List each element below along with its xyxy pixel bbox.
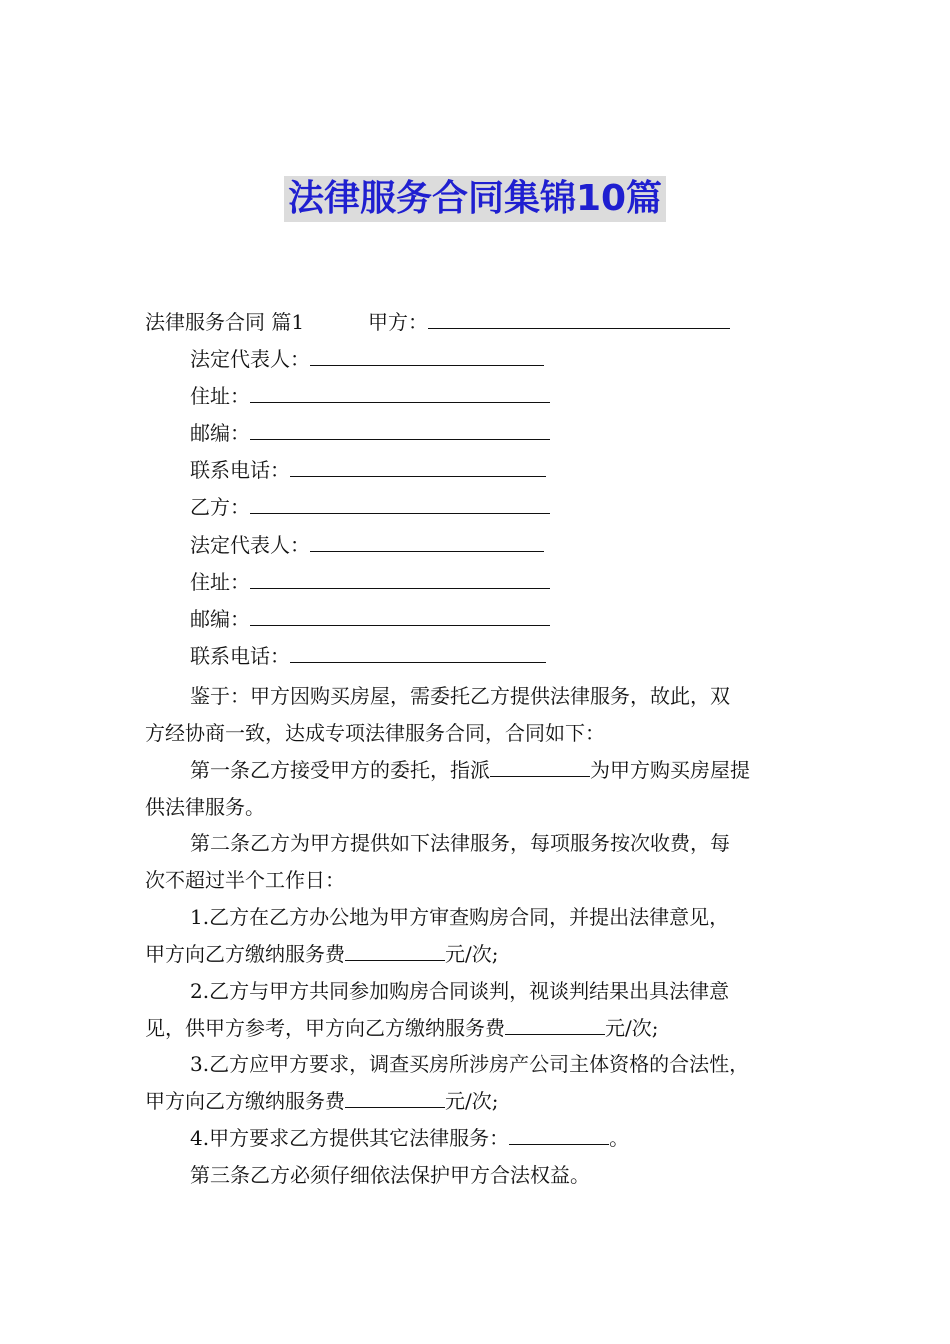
field-blank[interactable] [250,605,550,626]
field-blank[interactable] [250,382,550,403]
item-2-text: 2.乙方与甲方共同参加购房合同谈判，视谈判结果出具法律意 [190,979,730,1003]
field-label: 住址： [190,384,250,408]
field-label: 邮编： [190,607,250,631]
article-2-line [145,866,345,894]
field-blank[interactable] [290,456,546,477]
party-a-field-line [190,419,550,447]
party-b-label: 乙方： [190,495,250,519]
party-a-blank[interactable] [428,308,730,329]
fee-blank[interactable] [345,1087,445,1108]
field-label: 住址： [190,570,250,594]
article-1-text: 为甲方购买房屋提 [590,758,750,782]
party-b-line [190,493,550,521]
item-3-text: 3.乙方应甲方要求，调查买房所涉房产公司主体资格的合法性， [190,1052,750,1076]
document-title: 法律服务合同集锦10篇 [284,176,666,222]
other-service-blank[interactable] [509,1124,609,1145]
field-blank[interactable] [310,531,544,552]
item-2-line [145,1014,658,1042]
party-a-field-line [190,382,550,410]
item-1-line [190,903,729,931]
item-3-line [145,1087,498,1115]
designee-blank[interactable] [490,756,590,777]
preamble-text: 方经协商一致，达成专项法律服务合同，合同如下： [145,721,605,745]
fee-blank[interactable] [345,940,445,961]
item-1-text: 1.乙方在乙方办公地为甲方审查购房合同，并提出法律意见， [190,905,730,929]
item-4-line [190,1124,629,1152]
field-label: 法定代表人： [190,533,310,557]
party-b-blank[interactable] [250,493,550,514]
contract-section-title: 法律服务合同 篇1 [145,310,305,334]
fee-blank[interactable] [505,1014,605,1035]
party-a-label: 甲方： [368,310,428,334]
party-a-field-line [190,345,544,373]
item-4-text: 4.甲方要求乙方提供其它法律服务： [190,1126,510,1150]
item-2-line [190,977,729,1005]
item-1-text: 元/次; [445,942,499,966]
article-1-text: 供法律服务。 [145,795,265,819]
party-a-line [368,308,730,336]
field-blank[interactable] [290,642,546,663]
party-b-field-line [190,568,550,596]
article-3-text: 第三条乙方必须仔细依法保护甲方合法权益。 [190,1163,590,1187]
party-b-field-line [190,531,544,559]
item-1-text: 甲方向乙方缴纳服务费 [145,942,345,966]
article-1-line [145,793,265,821]
party-a-field-line [190,456,546,484]
item-2-text: 元/次; [605,1016,659,1040]
party-b-field-line [190,605,550,633]
item-3-text: 元/次; [445,1089,499,1113]
field-blank[interactable] [250,568,550,589]
item-4-text: 。 [609,1126,630,1150]
item-2-text: 见，供甲方参考，甲方向乙方缴纳服务费 [145,1016,505,1040]
field-blank[interactable] [250,419,550,440]
article-3-line [190,1161,590,1189]
paragraph-line [190,682,730,710]
title-container [0,176,950,222]
item-3-text: 甲方向乙方缴纳服务费 [145,1089,345,1113]
field-blank[interactable] [310,345,544,366]
field-label: 法定代表人： [190,347,310,371]
party-b-field-line [190,642,546,670]
item-1-line [145,940,498,968]
article-2-text: 次不超过半个工作日： [145,868,345,892]
article-2-line [190,829,730,857]
article-2-text: 第二条乙方为甲方提供如下法律服务，每项服务按次收费，每 [190,831,730,855]
contract-header-line [145,308,304,336]
field-label: 联系电话： [190,644,290,668]
article-1-line [190,756,750,784]
field-label: 邮编： [190,421,250,445]
paragraph-line [145,719,605,747]
article-1-text: 第一条乙方接受甲方的委托，指派 [190,758,490,782]
item-3-line [190,1050,749,1078]
preamble-text: 鉴于：甲方因购买房屋，需委托乙方提供法律服务，故此，双 [190,684,730,708]
field-label: 联系电话： [190,458,290,482]
